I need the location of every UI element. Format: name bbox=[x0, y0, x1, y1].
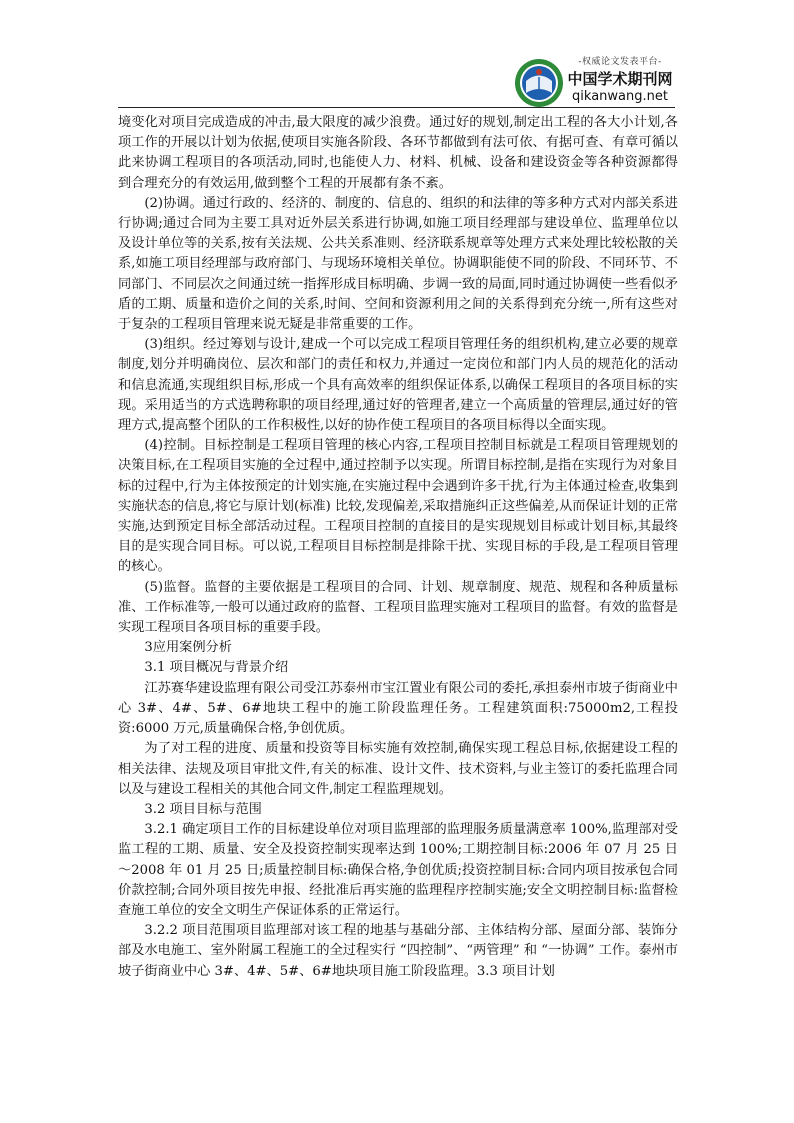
header-rule bbox=[118, 107, 675, 108]
brand-tagline: -权威论文发表平台- bbox=[578, 57, 662, 67]
brand-name: 中国学术期刊网 bbox=[567, 70, 673, 88]
section-heading-3-2: 3.2 项目目标与范围 bbox=[144, 801, 262, 817]
paragraph-3-2-1: 3.2.1 确定项目工作的目标建设单位对项目监理部的监理服务质量满意率 100%,监理部对受监工程的工期、质量、安全及投资控制实现率达到 100%;工期控制目标:2006 年 07 月 25 日～2008 年 01 月 25 日;质量控制目标:确保合格,争创优质;投资控制目标:合同内项目按承包合同价款控制;合同外项目按先申报、经批准后再实施的监理程序控制实施;安全文明控制目标:监督检查施工单位的安全文明生产保证体系的正常运行。 bbox=[118, 822, 678, 918]
journal-logo-icon bbox=[514, 58, 564, 108]
paragraph-3-2-2: 3.2.2 项目范围项目监理部对该工程的地基与基础分部、主体结构分部、屋面分部、装饰分部及水电施工、室外附属工程施工的全过程实行 “四控制”、“两管理” 和 “一协调” 工作。泰州市坡子街商业中心 3#、4#、5#、6#地块项目施工阶段监理。3.3 项目计划 bbox=[118, 923, 678, 979]
section-heading-3: 3应用案例分析 bbox=[144, 640, 232, 656]
paragraph-planning-basis: 为了对工程的进度、质量和投资等目标实施有效控制,确保实现工程总目标,依据建设工程的相关法律、法规及项目审批文件,有关的标准、设计文件、技术资料,与业主签订的委托监理合同以及与建设工程相关的其他合同文件,制定工程监理规划。 bbox=[118, 741, 678, 797]
paragraph-supervision: (5)监督。监督的主要依据是工程项目的合同、计划、规章制度、规范、规程和各种质量标准、工作标准等,一般可以通过政府的监督、工程项目监理实施对工程项目的监督。有效的监督是实现工程项目各项目标的重要手段。 bbox=[118, 579, 678, 636]
paragraph-control: (4)控制。目标控制是工程项目管理的核心内容,工程项目控制目标就是工程项目管理规划的决策目标,在工程项目实施的全过程中,通过控制予以实现。所谓目标控制,是指在实现行为对象目标的过程中,行为主体按预定的计划实施,在实施过程中会遇到许多干扰,行为主体通过检查,收集到实施状态的信息,将它与原计划(标准) 比较,发现偏差,采取措施纠正这些偏差,从而保证计划的正常实施,达到预定目标全部活动过程。工程项目控制的直接目的是实现规划目标或计划目标,其最终目的是实现合同目标。可以说,工程项目目标控制是排除干扰、实现目标的手段,是工程项目管理的核心。 bbox=[118, 438, 678, 575]
article-body bbox=[118, 113, 678, 982]
paragraph-project-overview: 江苏赛华建设监理有限公司受江苏泰州市宝江置业有限公司的委托,承担泰州市坡子街商业中心 3#、4#、5#、6#地块工程中的施工阶段监理任务。工程建筑面积:75000m2,工程投资:6000 万元,质量确保合格,争创优质。 bbox=[118, 680, 678, 737]
journal-brand bbox=[564, 56, 676, 105]
paragraph-continued: 境变化对项目完成造成的冲击,最大限度的减少浪费。通过好的规划,制定出工程的各大小计划,各项工作的开展以计划为依据,使项目实施各阶段、各环节都做到有法可依、有据可查、有章可循以此来协调工程项目的各项活动,同时,也能使人力、材料、机械、设备和建设资金等各种资源都得到合理充分的有效运用,做到整个工程的开展都有条不紊。 bbox=[118, 115, 678, 191]
paragraph-organization: (3)组织。经过筹划与设计,建成一个可以完成工程项目管理任务的组织机构,建立必要的规章制度,划分并明确岗位、层次和部门的责任和权力,并通过一定岗位和部门内人员的规范化的活动和信息流通,实现组织目标,形成一个具有高效率的组织保证体系,以确保工程项目的各项目标的实现。采用适当的方式选聘称职的项目经理,通过好的管理者,建立一个高质量的管理层,通过好的管理方式,提高整个团队的工作积极性,以好的协作使工程项目的各项目标得以全面实现。 bbox=[118, 337, 678, 434]
paragraph-coordination: (2)协调。通过行政的、经济的、制度的、信息的、组织的和法律的等多种方式对内部关系进行协调;通过合同为主要工具对近外层关系进行协调,如施工项目经理部与建设单位、监理单位以及设计单位等的关系,按有关法规、公共关系准则、经济联系规章等处理方式来处理比较松散的关系,如施工项目经理部与政府部门、与现场环境相关单位。协调职能使不同的阶段、不同环节、不同部门、不同层次之间通过统一指挥形成目标明确、步调一致的局面,同时通过协调使一些看似矛盾的工期、质量和造价之间的关系,时间、空间和资源利用之间的关系得到充分统一,所有这些对于复杂的工程项目管理来说无疑是非常重要的工作。 bbox=[118, 195, 678, 333]
section-heading-3-1: 3.1 项目概况与背景介绍 bbox=[144, 660, 289, 676]
brand-url: qikanwang.net bbox=[572, 89, 668, 104]
